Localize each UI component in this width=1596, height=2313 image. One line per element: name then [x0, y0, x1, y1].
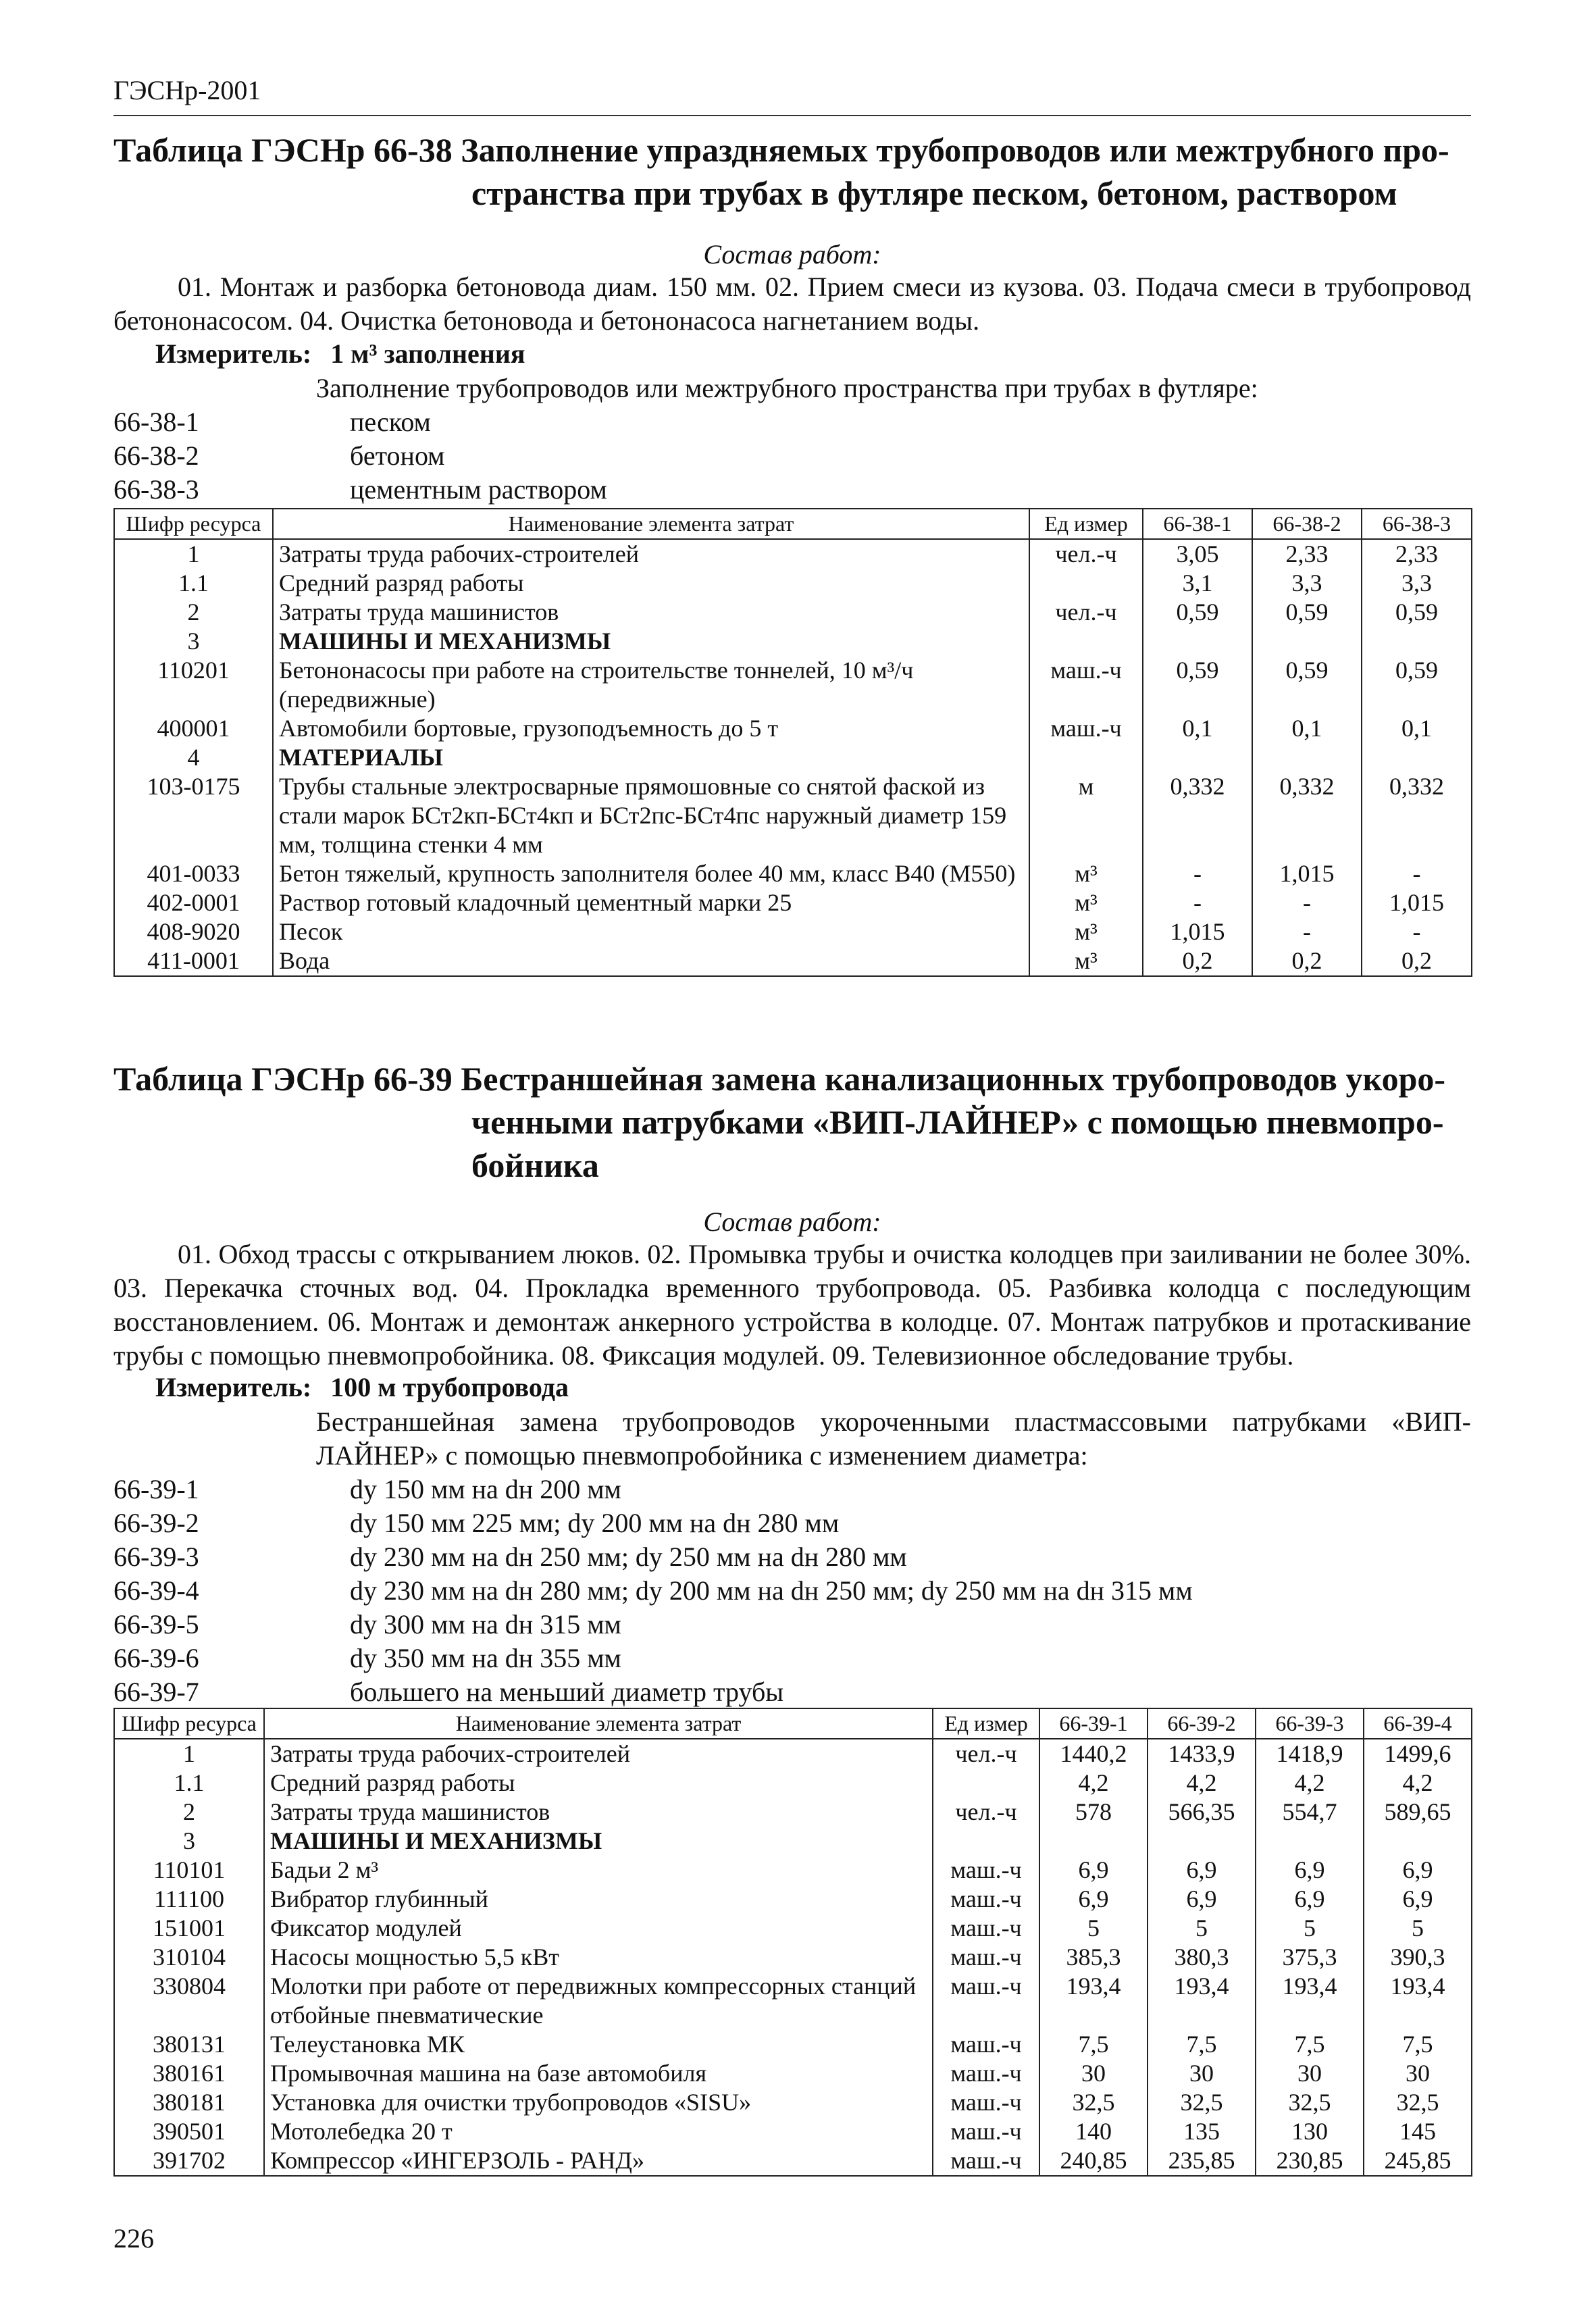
resource-code: 390501	[114, 2117, 264, 2146]
value-cell: 1,015	[1143, 917, 1252, 946]
value-cell: 32,5	[1039, 2088, 1148, 2117]
value-cell: -	[1252, 888, 1362, 917]
table-row	[114, 714, 1472, 743]
value-cell: 1433,9	[1148, 1739, 1256, 1769]
table1-title	[113, 128, 1485, 215]
value-cell: 145	[1364, 2117, 1472, 2146]
unit-cell: маш.-ч	[933, 2088, 1039, 2117]
value-cell: 6,9	[1148, 1856, 1256, 1885]
value-cell: 1,015	[1362, 888, 1472, 917]
unit-cell: м³	[1029, 917, 1143, 946]
value-cell: 6,9	[1364, 1885, 1472, 1914]
unit-cell: маш.-ч	[933, 1914, 1039, 1943]
table-row	[114, 2146, 1472, 2176]
value-cell: 2,33	[1252, 539, 1362, 569]
cost-element-name: Вибратор глубинный	[264, 1885, 933, 1914]
unit-cell: маш.-ч	[1029, 714, 1143, 743]
value-cell: 5	[1256, 1914, 1364, 1943]
table-row	[114, 627, 1472, 656]
table2-title-line2: ченными патрубками «ВИП-ЛАЙНЕР» с помощью пневмопро-	[471, 1103, 1444, 1141]
value-cell: 140	[1039, 2117, 1148, 2146]
table2-measure-label: Измеритель:	[155, 1372, 312, 1402]
resource-code: 411-0001	[114, 946, 273, 976]
value-cell: 578	[1039, 1798, 1148, 1827]
table2-title	[113, 1057, 1485, 1187]
value-cell: 193,4	[1364, 1972, 1472, 2030]
unit-cell: чел.-ч	[933, 1739, 1039, 1769]
resource-code: 1.1	[114, 569, 273, 598]
table-row	[114, 2059, 1472, 2088]
value-cell: 130	[1256, 2117, 1364, 2146]
value-cell	[1143, 743, 1252, 772]
table2-sostav-body: 01. Обход трассы с открыванием люков. 02. Промывка трубы и очистка колодцев при заиливании не более 30%. 03. Перекачка сточных вод. 04. Прокладка временного трубопровода. 05. Разбивка колодца с последующим восстановлением. 06. Монтаж и демонтаж анкерного устройства в колодце. 07. Монтаж патрубков и протаскивание трубы с помощью пневмопробойника. 08. Фиксация модулей. 09. Телевизионное обследование трубы.	[113, 1239, 1471, 1371]
table2-measure	[155, 1371, 569, 1403]
table-row	[114, 1769, 1472, 1798]
column-header: 66-38-2	[1252, 509, 1362, 539]
value-cell: -	[1362, 917, 1472, 946]
norm-code: 66-39-2	[113, 1508, 199, 1538]
value-cell: 193,4	[1148, 1972, 1256, 2030]
code-list-item	[113, 473, 1397, 507]
norm-description: dy 300 мм на dн 315 мм	[350, 1609, 621, 1640]
norm-code: 66-38-3	[113, 474, 199, 505]
table1-code-list	[113, 405, 1397, 507]
code-list-item	[113, 1540, 1397, 1574]
unit-cell: чел.-ч	[1029, 539, 1143, 569]
unit-cell: чел.-ч	[1029, 598, 1143, 627]
value-cell: 240,85	[1039, 2146, 1148, 2176]
value-cell: 5	[1148, 1914, 1256, 1943]
value-cell: -	[1143, 888, 1252, 917]
table1-title-line1: Таблица ГЭСНр 66-38 Заполнение упраздняемых трубопроводов или межтрубного про-	[113, 131, 1449, 169]
unit-cell: маш.-ч	[933, 2030, 1039, 2059]
header-rule	[113, 115, 1471, 116]
value-cell: 589,65	[1364, 1798, 1472, 1827]
value-cell: 380,3	[1148, 1943, 1256, 1972]
value-cell: 1418,9	[1256, 1739, 1364, 1769]
value-cell: 30	[1256, 2059, 1364, 2088]
cost-element-name: Раствор готовый кладочный цементный марки 25	[273, 888, 1029, 917]
table1-grid	[113, 508, 1472, 977]
value-cell	[1362, 627, 1472, 656]
value-cell: 375,3	[1256, 1943, 1364, 1972]
value-cell	[1252, 743, 1362, 772]
value-cell: 6,9	[1039, 1885, 1148, 1914]
column-header: Шифр ресурса	[114, 509, 273, 539]
cost-element-name: Промывочная машина на базе автомобиля	[264, 2059, 933, 2088]
value-cell: 0,59	[1143, 598, 1252, 627]
cost-element-name: Насосы мощностью 5,5 кВт	[264, 1943, 933, 1972]
value-cell: 3,1	[1143, 569, 1252, 598]
value-cell: 0,59	[1252, 656, 1362, 714]
value-cell: 32,5	[1364, 2088, 1472, 2117]
table2-code-list	[113, 1473, 1397, 1709]
resource-code: 391702	[114, 2146, 264, 2176]
table2-grid	[113, 1708, 1472, 2177]
table2-measure-value: 100 м трубопровода	[330, 1372, 569, 1402]
unit-cell	[1029, 569, 1143, 598]
value-cell: 193,4	[1256, 1972, 1364, 2030]
table-row	[114, 1943, 1472, 1972]
value-cell: 7,5	[1256, 2030, 1364, 2059]
resource-code: 380181	[114, 2088, 264, 2117]
value-cell: 30	[1039, 2059, 1148, 2088]
value-cell: 554,7	[1256, 1798, 1364, 1827]
norm-description: dy 350 мм на dн 355 мм	[350, 1643, 621, 1673]
cost-element-name: МАШИНЫ И МЕХАНИЗМЫ	[273, 627, 1029, 656]
value-cell: 4,2	[1364, 1769, 1472, 1798]
cost-element-name: Средний разряд работы	[273, 569, 1029, 598]
value-cell: 4,2	[1148, 1769, 1256, 1798]
unit-cell: маш.-ч	[933, 1856, 1039, 1885]
value-cell: 0,1	[1362, 714, 1472, 743]
resource-code: 2	[114, 598, 273, 627]
unit-cell: маш.-ч	[933, 1972, 1039, 2030]
table-row	[114, 772, 1472, 859]
resource-code: 103-0175	[114, 772, 273, 859]
table-row	[114, 1914, 1472, 1943]
norm-code: 66-39-4	[113, 1575, 199, 1606]
cost-element-name: Песок	[273, 917, 1029, 946]
table-row	[114, 2030, 1472, 2059]
table-row	[114, 2088, 1472, 2117]
value-cell: 1440,2	[1039, 1739, 1148, 1769]
cost-element-name: Бетононасосы при работе на строительстве тоннелей, 10 м³/ч (передвижные)	[273, 656, 1029, 714]
table-row	[114, 1885, 1472, 1914]
cost-element-name: Установка для очистки трубопроводов «SISU»	[264, 2088, 933, 2117]
value-cell: 30	[1364, 2059, 1472, 2088]
table-row	[114, 946, 1472, 976]
resource-code: 2	[114, 1798, 264, 1827]
value-cell: 4,2	[1039, 1769, 1148, 1798]
table2-intro: Бестраншейная замена трубопроводов укороченными пластмассовыми патрубками «ВИП-ЛАЙНЕР» с помощью пневмопробойника с изменением диаметра:	[316, 1406, 1471, 1471]
norm-code: 66-38-1	[113, 407, 199, 437]
value-cell: 0,59	[1362, 656, 1472, 714]
column-header: 66-38-3	[1362, 509, 1472, 539]
unit-cell	[1029, 743, 1143, 772]
column-header: 66-39-2	[1148, 1708, 1256, 1739]
code-list-item	[113, 1574, 1397, 1608]
resource-code: 310104	[114, 1943, 264, 1972]
table2-title-line3: бойника	[471, 1146, 599, 1184]
code-list-item	[113, 1506, 1397, 1540]
value-cell: 6,9	[1148, 1885, 1256, 1914]
resource-code: 380131	[114, 2030, 264, 2059]
value-cell: 5	[1364, 1914, 1472, 1943]
unit-cell: м³	[1029, 859, 1143, 888]
resource-code: 110201	[114, 656, 273, 714]
column-header: Шифр ресурса	[114, 1708, 264, 1739]
code-list-item	[113, 1473, 1397, 1506]
code-list-item	[113, 1642, 1397, 1675]
unit-cell	[933, 1769, 1039, 1798]
column-header: Ед измер	[933, 1708, 1039, 1739]
resource-code: 400001	[114, 714, 273, 743]
table2-title-line1: Таблица ГЭСНр 66-39 Бестраншейная замена канализационных трубопроводов укоро-	[113, 1060, 1446, 1098]
value-cell: 385,3	[1039, 1943, 1148, 1972]
table1-intro: Заполнение трубопроводов или межтрубного пространства при трубах в футляре:	[316, 373, 1258, 403]
value-cell	[1039, 1827, 1148, 1856]
value-cell: 193,4	[1039, 1972, 1148, 2030]
column-header: 66-39-3	[1256, 1708, 1364, 1739]
table-row	[114, 598, 1472, 627]
column-header: 66-39-1	[1039, 1708, 1148, 1739]
value-cell: 1499,6	[1364, 1739, 1472, 1769]
value-cell: 0,332	[1252, 772, 1362, 859]
value-cell: 32,5	[1148, 2088, 1256, 2117]
resource-code: 401-0033	[114, 859, 273, 888]
value-cell	[1143, 627, 1252, 656]
value-cell: 3,3	[1362, 569, 1472, 598]
value-cell: 0,59	[1143, 656, 1252, 714]
value-cell: 7,5	[1364, 2030, 1472, 2059]
value-cell: 390,3	[1364, 1943, 1472, 1972]
value-cell	[1148, 1827, 1256, 1856]
value-cell: 0,1	[1143, 714, 1252, 743]
table2-sostav-label: Состав работ:	[703, 1206, 881, 1237]
resource-code: 1	[114, 1739, 264, 1769]
unit-cell	[933, 1827, 1039, 1856]
value-cell	[1362, 743, 1472, 772]
table-row	[114, 743, 1472, 772]
value-cell: -	[1252, 917, 1362, 946]
resource-code: 151001	[114, 1914, 264, 1943]
cost-element-name: Бетон тяжелый, крупность заполнителя более 40 мм, класс В40 (М550)	[273, 859, 1029, 888]
norm-description: песком	[350, 407, 431, 437]
code-list-item	[113, 1675, 1397, 1709]
table-row	[114, 1856, 1472, 1885]
norm-description: dy 150 мм 225 мм; dy 200 мм на dн 280 мм	[350, 1508, 840, 1538]
value-cell: 6,9	[1364, 1856, 1472, 1885]
norm-description: dy 230 мм на dн 250 мм; dy 250 мм на dн 280 мм	[350, 1542, 907, 1572]
resource-code: 380161	[114, 2059, 264, 2088]
value-cell: 0,2	[1252, 946, 1362, 976]
cost-element-name: Фиксатор модулей	[264, 1914, 933, 1943]
value-cell: 1,015	[1252, 859, 1362, 888]
value-cell: 32,5	[1256, 2088, 1364, 2117]
norm-description: большего на меньший диаметр трубы	[350, 1677, 784, 1707]
norm-description: dy 150 мм на dн 200 мм	[350, 1474, 621, 1504]
column-header: Наименование элемента затрат	[273, 509, 1029, 539]
cost-element-name: Затраты труда рабочих-строителей	[264, 1739, 933, 1769]
norm-code: 66-39-1	[113, 1474, 199, 1504]
table1-title-line2: странства при трубах в футляре песком, бетоном, раствором	[471, 174, 1397, 212]
value-cell	[1364, 1827, 1472, 1856]
value-cell: 0,59	[1252, 598, 1362, 627]
norm-code: 66-38-2	[113, 440, 199, 471]
norm-description: бетоном	[350, 440, 445, 471]
table-row	[114, 917, 1472, 946]
resource-code: 3	[114, 1827, 264, 1856]
table2-sostav-text	[113, 1238, 1471, 1373]
value-cell: 0,59	[1362, 598, 1472, 627]
value-cell: 3,05	[1143, 539, 1252, 569]
value-cell: 7,5	[1039, 2030, 1148, 2059]
column-header: 66-39-4	[1364, 1708, 1472, 1739]
value-cell: -	[1362, 859, 1472, 888]
unit-cell: маш.-ч	[1029, 656, 1143, 714]
cost-element-name: Автомобили бортовые, грузоподъемность до 5 т	[273, 714, 1029, 743]
value-cell: 3,3	[1252, 569, 1362, 598]
column-header: 66-38-1	[1143, 509, 1252, 539]
table-row	[114, 539, 1472, 569]
value-cell: 7,5	[1148, 2030, 1256, 2059]
resource-code: 4	[114, 743, 273, 772]
column-header: Ед измер	[1029, 509, 1143, 539]
value-cell: -	[1143, 859, 1252, 888]
table-row	[114, 656, 1472, 714]
value-cell: 235,85	[1148, 2146, 1256, 2176]
unit-cell: чел.-ч	[933, 1798, 1039, 1827]
unit-cell	[1029, 627, 1143, 656]
code-list-item	[113, 405, 1397, 439]
value-cell: 566,35	[1148, 1798, 1256, 1827]
unit-cell: м³	[1029, 946, 1143, 976]
norm-code: 66-39-3	[113, 1542, 199, 1572]
cost-element-name: Вода	[273, 946, 1029, 976]
norm-code: 66-39-5	[113, 1609, 199, 1640]
value-cell	[1256, 1827, 1364, 1856]
table1-measure-label: Измеритель:	[155, 338, 312, 369]
value-cell: 245,85	[1364, 2146, 1472, 2176]
cost-element-name: Телеустановка МК	[264, 2030, 933, 2059]
norm-description: цементным раствором	[350, 474, 607, 505]
table-row	[114, 1798, 1472, 1827]
value-cell: 6,9	[1256, 1856, 1364, 1885]
resource-code: 111100	[114, 1885, 264, 1914]
code-list-item	[113, 1608, 1397, 1642]
value-cell: 5	[1039, 1914, 1148, 1943]
page-number: 226	[113, 2223, 154, 2254]
cost-element-name: Затраты труда машинистов	[273, 598, 1029, 627]
table-row	[114, 859, 1472, 888]
document-header: ГЭСНр-2001	[113, 75, 261, 105]
value-cell: 6,9	[1039, 1856, 1148, 1885]
value-cell	[1252, 627, 1362, 656]
norm-description: dy 230 мм на dн 280 мм; dy 200 мм на dн 250 мм; dy 250 мм на dн 315 мм	[350, 1575, 1193, 1606]
table-row	[114, 569, 1472, 598]
value-cell: 0,1	[1252, 714, 1362, 743]
value-cell: 135	[1148, 2117, 1256, 2146]
value-cell: 2,33	[1362, 539, 1472, 569]
table1-sostav-label: Состав работ:	[703, 239, 881, 270]
table-row	[114, 1972, 1472, 2030]
value-cell: 0,2	[1143, 946, 1252, 976]
unit-cell: маш.-ч	[933, 1943, 1039, 1972]
cost-element-name: МАТЕРИАЛЫ	[273, 743, 1029, 772]
cost-element-name: Компрессор «ИНГЕРЗОЛЬ - РАНД»	[264, 2146, 933, 2176]
resource-code: 3	[114, 627, 273, 656]
cost-element-name: МАШИНЫ И МЕХАНИЗМЫ	[264, 1827, 933, 1856]
resource-code: 1.1	[114, 1769, 264, 1798]
resource-code: 110101	[114, 1856, 264, 1885]
value-cell: 30	[1148, 2059, 1256, 2088]
table-row	[114, 1739, 1472, 1769]
value-cell: 0,2	[1362, 946, 1472, 976]
cost-element-name: Трубы стальные электросварные прямошовные со снятой фаской из стали марок БСт2кп-БСт4кп и БСт2пс-БСт4пс наружный диаметр 159 мм, толщина стенки 4 мм	[273, 772, 1029, 859]
cost-element-name: Бадьи 2 м³	[264, 1856, 933, 1885]
cost-element-name: Молотки при работе от передвижных компрессорных станций отбойные пневматические	[264, 1972, 933, 2030]
unit-cell: м	[1029, 772, 1143, 859]
unit-cell: маш.-ч	[933, 2117, 1039, 2146]
table1-measure	[155, 338, 525, 370]
cost-element-name: Средний разряд работы	[264, 1769, 933, 1798]
value-cell: 230,85	[1256, 2146, 1364, 2176]
norm-code: 66-39-6	[113, 1643, 199, 1673]
value-cell: 0,332	[1143, 772, 1252, 859]
table-row	[114, 2117, 1472, 2146]
resource-code: 408-9020	[114, 917, 273, 946]
value-cell: 0,332	[1362, 772, 1472, 859]
table1-sostav-body: 01. Монтаж и разборка бетоновода диам. 150 мм. 02. Прием смеси из кузова. 03. Подача смеси в трубопровод бетононасосом. 04. Очистка бетоновода и бетононасоса нагнетанием воды.	[113, 272, 1471, 336]
unit-cell: маш.-ч	[933, 2059, 1039, 2088]
cost-element-name: Затраты труда рабочих-строителей	[273, 539, 1029, 569]
resource-code: 1	[114, 539, 273, 569]
column-header: Наименование элемента затрат	[264, 1708, 933, 1739]
unit-cell: м³	[1029, 888, 1143, 917]
resource-code: 402-0001	[114, 888, 273, 917]
unit-cell: маш.-ч	[933, 1885, 1039, 1914]
unit-cell: маш.-ч	[933, 2146, 1039, 2176]
table-row	[114, 1827, 1472, 1856]
resource-code: 330804	[114, 1972, 264, 2030]
table1-sostav-text	[113, 270, 1471, 338]
value-cell: 6,9	[1256, 1885, 1364, 1914]
table1-measure-value: 1 м³ заполнения	[330, 338, 525, 369]
norm-code: 66-39-7	[113, 1677, 199, 1707]
cost-element-name: Мотолебедка 20 т	[264, 2117, 933, 2146]
table-row	[114, 888, 1472, 917]
code-list-item	[113, 439, 1397, 473]
value-cell: 4,2	[1256, 1769, 1364, 1798]
cost-element-name: Затраты труда машинистов	[264, 1798, 933, 1827]
